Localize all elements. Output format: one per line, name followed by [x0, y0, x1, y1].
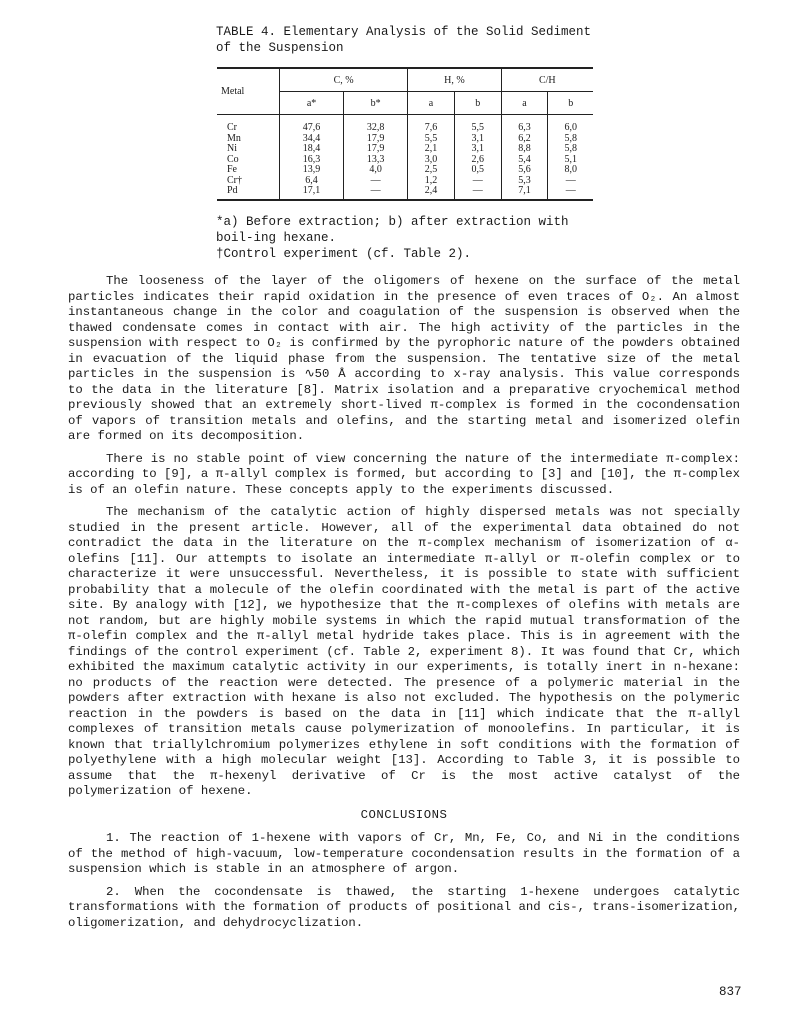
table-cell: Pd — [217, 186, 280, 200]
table-cell: 17,1 — [280, 186, 344, 200]
table-cell: 16,3 — [280, 155, 344, 166]
table-cell: 1,2 — [408, 176, 455, 187]
table-cell: Cr† — [217, 176, 280, 187]
carbon-column-header: C, % — [280, 68, 408, 92]
table-cell: 5,6 — [501, 165, 548, 176]
table-row — [217, 115, 593, 134]
table-row — [217, 155, 593, 166]
table-cell: 5,8 — [564, 132, 577, 144]
table-cell: 3,1 — [454, 144, 501, 155]
table-cell: 7,6 — [408, 115, 455, 134]
table-cell: 6,2 — [501, 134, 548, 145]
table-cell: 34,4 — [280, 134, 344, 145]
table-cell: 17,9 — [344, 134, 408, 145]
table-cell: 5,5 — [408, 134, 455, 145]
table-cell: 18,4 — [280, 144, 344, 155]
table-cell: 5,8 — [564, 143, 577, 154]
table-cell: 3,1 — [454, 134, 501, 145]
table-cell: Cr — [217, 115, 280, 134]
conclusion-item: 1. The reaction of 1-hexene with vapors of Cr, Mn, Fe, Co, and Ni in the conditions of the method of high-vacuum, low-temperature cocondensation results in the formation of a suspension which is stable in an atmosphere of argon. — [68, 831, 740, 876]
table-cell: 7,1 — [501, 186, 548, 200]
table-cell: Ni — [217, 144, 280, 155]
paragraph: There is no stable point of view concerning the nature of the intermediate π-complex: according to [9], a π-allyl complex is formed, but according to [3] and [10], the π-complex is of an olefin nature. These concepts apply to the experiments discussed. — [68, 451, 740, 497]
table-row — [217, 165, 593, 176]
table-cell: 13,9 — [280, 165, 344, 176]
table-cell: — — [344, 186, 408, 200]
table-cell: — — [344, 176, 408, 187]
table-cell: 5,4 — [501, 155, 548, 166]
table-cell: 47,6 — [280, 115, 344, 134]
table-footnote: †Control experiment (cf. Table 2). — [216, 247, 472, 261]
subheader-cell: a — [501, 92, 548, 115]
table-cell: 17,9 — [344, 144, 408, 155]
table-cell: 6,4 — [280, 176, 344, 187]
table-cell: 5,3 — [501, 176, 548, 187]
table-cell: 32,8 — [344, 115, 408, 134]
body-text — [68, 274, 740, 938]
page-number: 837 — [719, 985, 742, 999]
table-cell: Co — [217, 155, 280, 166]
metal-column-header: Metal — [217, 68, 280, 115]
table-cell: 6,3 — [501, 115, 548, 134]
table-cell: 2,5 — [408, 165, 455, 176]
table-cell: 8,8 — [501, 144, 548, 155]
conclusions-heading: CONCLUSIONS — [360, 807, 448, 822]
subheader-cell: a — [408, 92, 455, 115]
table-cell: Mn — [217, 134, 280, 145]
paragraph: The mechanism of the catalytic action of highly dispersed metals was not specially studied in the present article. However, all of the experimental data obtained do not contradict the data in the literature on the π-complex mechanism of isomerization of α-olefins [11]. Our attempts to isolate an intermediate π-allyl or π-olefin complex or to characterize it were unsuccessful. Nevertheless, it is possible to state with sufficient probability that a molecule of the olefin coordinated with the metal is part of the active site. By analogy with [12], we hypothesize that the π-complexes of olefins with metals are not random, but are highly mobile systems in which the rapid mutual transformation of the π-olefin complex and the π-allyl metal hydride takes place. This is in agreement with the findings of the control experiment (cf. Table 2, experiment 8). It was found that Cr, which exhibited the maximum catalytic activity in our experiments, is totally inert in n-hexane: no products of the reaction were detected. The presence of a polymeric material in the powders after extraction with hexane is also not excluded. The hypothesis on the polymeric reaction in the powders is based on the data in [11] which indicate that the π-allyl complexes of transition metals cause polymerization of monoolefins. In particular, it is known that triallylchromium polymerizes ethylene in soft conditions with the formation of polyethylene with a high molecular weight [13]. According to Table 3, it is possible to assume that the π-hexenyl derivative of Cr is the most active catalyst of the polymerization of hexene. — [68, 505, 740, 798]
table-cell: 5,5 — [454, 115, 501, 134]
subheader-cell: a* — [280, 92, 344, 115]
table-cell: — — [548, 186, 593, 200]
subheader-cell: b — [454, 92, 501, 115]
hydrogen-column-header: H, % — [408, 68, 502, 92]
elemental-analysis-table — [217, 67, 593, 201]
conclusion-item: 2. When the cocondensate is thawed, the starting 1-hexene undergoes catalytic transformations with the formation of products of positional and cis-, trans-isomerization, oligomerization, and dehydrocyclization. — [68, 884, 740, 930]
table-cell: 5,1 — [564, 153, 577, 165]
table-cell: 2,4 — [408, 186, 455, 200]
ch-ratio-column-header: C/H — [501, 68, 593, 92]
table-row — [217, 176, 593, 187]
table-cell: 4,0 — [344, 165, 408, 176]
table-cell: 6,0 — [564, 122, 577, 133]
table-footnotes — [216, 214, 606, 262]
table-cell: 0,5 — [454, 165, 501, 176]
table-cell: Fe — [217, 165, 280, 176]
subheader-cell: b — [548, 92, 593, 115]
table-cell: — — [454, 176, 501, 187]
table-cell: — — [454, 186, 501, 200]
table-caption: TABLE 4. Elementary Analysis of the Solid Sediment of the Suspension — [216, 25, 592, 55]
table-cell: 2,6 — [454, 155, 501, 166]
table-footnote: *a) Before extraction; b) after extraction with boil-ing hexane. — [216, 215, 569, 245]
table-cell: 3,0 — [408, 155, 455, 166]
table-row — [217, 134, 593, 145]
table-cell: — — [565, 174, 576, 186]
paragraph: The looseness of the layer of the oligomers of hexene on the surface of the metal particles indicates their rapid oxidation in the presence of even traces of O₂. An almost instantaneous change in the color and coagulation of the suspension is observed when the thawed condensate comes in contact with air. The high activity of the particles in the suspension with respect to O₂ is confirmed by the pyrophoric nature of the powders obtained in evacuation of the liquid phase from the suspension. The tentative size of the metal particles in the suspension is ∿50 Å according to x-ray analysis. This value corresponds to the data in the literature [8]. Matrix isolation and a preparative cryochemical method previously showed that an extremely short-lived π-complex is formed in the cocondensation of vapors of transition metals and olefins, and the starting metal and isomerized olefin are formed on its decomposition. — [68, 274, 740, 443]
subheader-cell: b* — [344, 92, 408, 115]
table-cell: 8,0 — [564, 164, 577, 175]
table-row — [217, 186, 593, 200]
table-row — [217, 144, 593, 155]
table-cell: 2,1 — [408, 144, 455, 155]
table-cell: 13,3 — [344, 155, 408, 166]
